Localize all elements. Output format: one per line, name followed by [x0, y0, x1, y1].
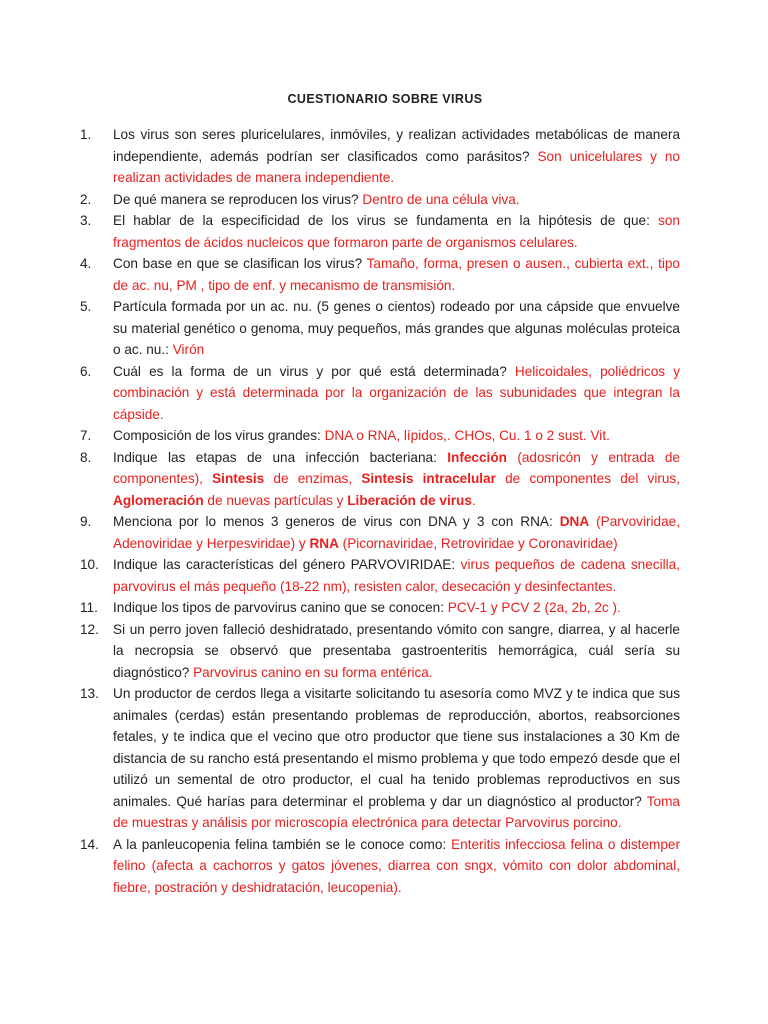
question-number: 9.	[80, 514, 92, 529]
question-text: Partícula formada por un ac. nu. (5 genes o cientos) rodeado por una cápside que envuelve su material genético o genoma, muy pequeños, más grandes que algunas moléculas proteica o ac. nu.:	[113, 299, 680, 357]
answer-keyword: Sintesis	[212, 471, 265, 486]
answer-text: DNA o RNA, lípidos,. CHOs, Cu. 1 o 2 sust. Vit.	[324, 428, 610, 443]
question-text: Si un perro joven falleció deshidratado, presentando vómito con sangre, diarrea, y al hacerle la necropsia se observó que presentaba gastroenteritis hemorrágica, cuál sería su diagnóstico?	[113, 621, 680, 680]
question-number: 8.	[80, 449, 92, 465]
question-item	[80, 210, 680, 253]
answer-text: Helicoidales, poliédricos y combinación y está determinada por la organización de las subunidades que integran la cápside.	[113, 363, 680, 422]
answer-text: (Picornaviridae, Retroviridae y Coronaviridae)	[338, 535, 618, 551]
question-item	[80, 597, 680, 619]
answer-text: son fragmentos de ácidos nucleicos que formaron parte de organismos celulares.	[113, 213, 680, 250]
answer-keyword: DNA	[559, 514, 590, 529]
answer-text: .	[471, 492, 476, 508]
answer-keyword: RNA	[309, 535, 339, 551]
answer-text: Tamaño, forma, presen o ausen., cubierta ext., tipo de ac. nu, PM , tipo de enf. y mecanismo de transmisión.	[113, 256, 680, 293]
question-text: Indique las características del género PARVOVIRIDAE:	[113, 557, 461, 572]
question-number: 6.	[80, 363, 92, 379]
question-body	[113, 364, 680, 422]
answer-keyword: Sintesis intracelular	[361, 471, 496, 486]
question-number: 5.	[80, 299, 92, 314]
question-body	[113, 450, 680, 508]
question-body	[113, 299, 680, 357]
question-item	[80, 511, 680, 554]
question-item	[80, 296, 680, 361]
question-number: 2.	[80, 191, 92, 207]
question-text: Composición de los virus grandes:	[113, 428, 325, 443]
question-body	[113, 837, 680, 895]
question-number: 10.	[80, 557, 99, 572]
question-item	[80, 124, 680, 189]
answer-text: Parvovirus canino en su forma entérica.	[193, 664, 433, 680]
question-text: Los virus son seres pluricelulares, inmóviles, y realizan actividades metabólicas de manera independiente, además podrían ser clasificados como parásitos?	[113, 127, 680, 164]
answer-text: virus pequeños de cadena snecilla, parvovirus el más pequeño (18-22 nm), resisten calor, desecación y desinfectantes.	[113, 557, 680, 594]
question-item	[80, 253, 680, 296]
question-item	[80, 683, 680, 834]
question-list	[80, 124, 680, 898]
answer-text: Dentro de una célula viva.	[362, 191, 520, 207]
question-body	[113, 428, 610, 443]
question-item	[80, 189, 680, 211]
question-item	[80, 554, 680, 597]
question-body	[113, 622, 680, 680]
question-body	[113, 256, 680, 293]
answer-text: de enzimas,	[264, 471, 362, 486]
answer-text: (Parvoviridae, Adenoviridae y Herpesviridae) y	[113, 514, 680, 551]
answer-keyword: Liberación de virus	[347, 492, 472, 508]
question-text: Menciona por lo menos 3 generos de virus con DNA y 3 con RNA:	[113, 514, 560, 529]
question-number: 7.	[80, 428, 92, 443]
document-title: CUESTIONARIO SOBRE VIRUS	[287, 92, 483, 106]
answer-text: PCV-1 y PCV 2 (2a, 2b, 2c ).	[447, 600, 621, 615]
question-body	[113, 192, 520, 207]
answer-text: Virón	[172, 342, 205, 357]
question-body	[113, 514, 680, 551]
answer-keyword: Aglomeración	[113, 492, 204, 508]
question-number: 11.	[80, 600, 98, 615]
question-text: Un productor de cerdos llega a visitarte solicitando tu asesoría como MVZ y te indica que sus animales (cerdas) están presentando problemas de reproducción, abortos, reabsorciones fetales, y te indica que el vecino que otro productor que tiene sus instalaciones a 30 Km de distancia de su rancho está presentando el mismo problema y que todo empezó desde que el utilizó un semental de otro productor, el cual ha tenido problemas reproductivos en sus animales. Qué harías para determinar el problema y dar un diagnóstico al productor?	[113, 686, 680, 809]
answer-keyword: Infección	[447, 449, 507, 465]
question-item	[80, 834, 680, 899]
question-item	[80, 447, 680, 512]
question-text: Cuál es la forma de un virus y por qué está determinada?	[113, 363, 515, 379]
question-item	[80, 619, 680, 684]
answer-text: (adosricón y entrada de componentes),	[113, 449, 680, 486]
question-body	[113, 127, 680, 185]
question-body	[113, 557, 680, 594]
question-text: Con base en que se clasifican los virus?	[113, 256, 367, 271]
answer-text: Enteritis infecciosa felina o distemper felino (afecta a cachorros y gatos jóvenes, diarrea con sngx, vómito con dolor abdominal, fiebre, postración y deshidratación, leucopenia).	[113, 836, 680, 895]
answer-text: de componentes del virus,	[495, 471, 680, 486]
question-number: 14.	[80, 836, 99, 852]
question-number: 3.	[80, 213, 92, 228]
answer-text: Son unicelulares y no realizan actividades de manera independiente.	[113, 148, 680, 185]
question-body	[113, 686, 680, 830]
answer-text: de nuevas partículas y	[203, 492, 348, 508]
question-text: El hablar de la especificidad de los virus se fundamenta en la hipótesis de que:	[113, 213, 659, 228]
question-number: 13.	[80, 686, 99, 701]
question-number: 4.	[80, 256, 92, 271]
answer-text: Toma de muestras y análisis por microscopía electrónica para detectar Parvovirus porcino.	[113, 793, 680, 830]
question-item	[80, 361, 680, 426]
question-item	[80, 425, 680, 447]
question-body	[113, 600, 621, 615]
question-text: Indique los tipos de parvovirus canino que se conocen:	[113, 600, 448, 615]
question-number: 12.	[80, 621, 99, 637]
question-text: A la panleucopenia felina también se le conoce como:	[113, 836, 452, 852]
question-text: De qué manera se reproducen los virus?	[113, 191, 363, 207]
question-text: Indique las etapas de una infección bacteriana:	[113, 449, 448, 465]
question-number: 1.	[80, 127, 92, 142]
question-body	[113, 213, 680, 250]
